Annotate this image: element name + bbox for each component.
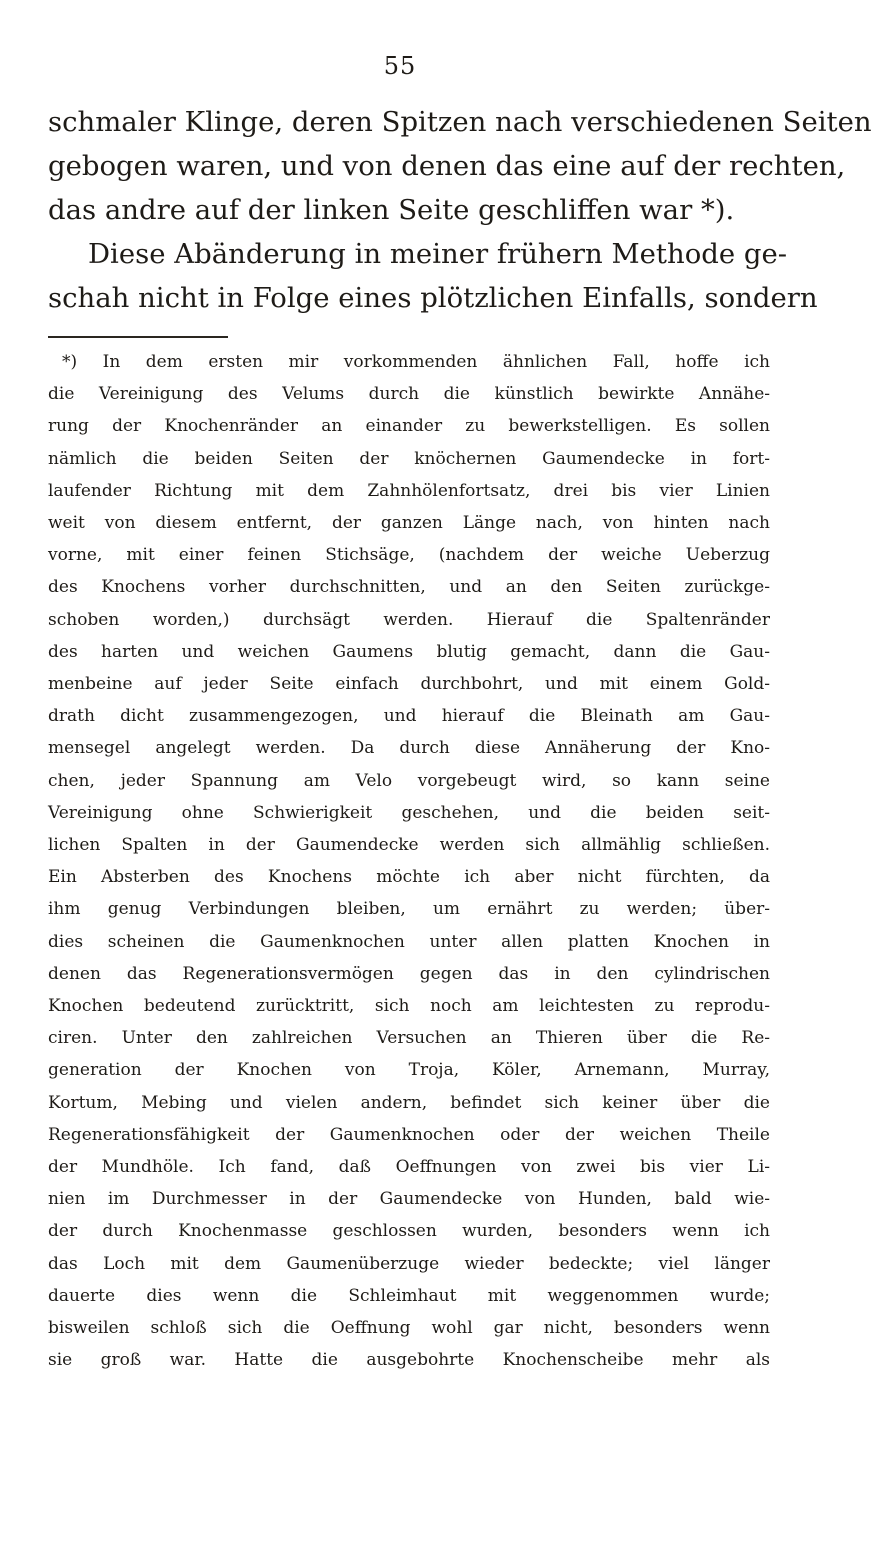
footnote-block xyxy=(48,346,770,1377)
footnote-line: Knochen bedeutend zurücktritt, sich noch am leichtesten zu reprodu- xyxy=(48,996,770,1017)
footnote-line: Vereinigung ohne Schwierigkeit geschehen, und die beiden seit- xyxy=(48,802,770,823)
footnote-line: *) In dem ersten mir vorkommenden ähnlichen Fall, hoffe ich xyxy=(62,352,770,372)
footnote-line: schoben worden,) durchsägt werden. Hierauf die Spaltenränder xyxy=(48,609,770,630)
footnote-line: Regenerationsfähigkeit der Gaumenknochen oder der weichen Theile xyxy=(48,1124,770,1145)
footnote-line: ihm genug Verbindungen bleiben, um ernährt zu werden; über- xyxy=(48,899,770,920)
text-line: Diese Abänderung in meiner frühern Methode ge- xyxy=(88,238,788,270)
footnote-line: vorne, mit einer feinen Stichsäge, (nachdem der weiche Ueberzug xyxy=(48,545,770,566)
footnote-line: dauerte dies wenn die Schleimhaut mit weggenommen wurde; xyxy=(48,1285,770,1306)
footnote-separator-rule xyxy=(48,336,228,338)
footnote-line: des Knochens vorher durchschnitten, und an den Seiten zurückge- xyxy=(48,577,770,598)
footnote-line: menbeine auf jeder Seite einfach durchbohrt, und mit einem Gold- xyxy=(48,674,770,695)
footnote-line: weit von diesem entfernt, der ganzen Länge nach, von hinten nach xyxy=(48,513,770,534)
text-line: das andre auf der linken Seite geschliffen war *). xyxy=(48,194,735,226)
footnote-line: der Mundhöle. Ich fand, daß Oeffnungen von zwei bis vier Li- xyxy=(48,1157,770,1178)
footnote-line: laufender Richtung mit dem Zahnhölenfortsatz, drei bis vier Linien xyxy=(48,480,770,501)
footnote-line: der durch Knochenmasse geschlossen wurden, besonders wenn ich xyxy=(48,1221,770,1242)
footnote-line: des harten und weichen Gaumens blutig gemacht, dann die Gau- xyxy=(48,641,770,662)
text-line: schah nicht in Folge eines plötzlichen Einfalls, sondern xyxy=(48,282,818,314)
footnote-line: chen, jeder Spannung am Velo vorgebeugt wird, so kann seine xyxy=(48,770,770,791)
footnote-line: lichen Spalten in der Gaumendecke werden sich allmählig schließen. xyxy=(48,835,770,856)
text-line: gebogen waren, und von denen das eine auf der rechten, xyxy=(48,150,846,182)
footnote-line: generation der Knochen von Troja, Köler, Arnemann, Murray, xyxy=(48,1060,770,1081)
footnote-line: dies scheinen die Gaumenknochen unter allen platten Knochen in xyxy=(48,931,770,952)
footnote-line: denen das Regenerationsvermögen gegen das in den cylindrischen xyxy=(48,963,770,984)
footnote-line: das Loch mit dem Gaumenüberzuge wieder bedeckte; viel länger xyxy=(48,1253,770,1274)
main-text-block xyxy=(48,100,872,320)
footnote-line: nien im Durchmesser in der Gaumendecke von Hunden, bald wie- xyxy=(48,1189,770,1210)
page-number: 55 xyxy=(383,52,417,80)
footnote-line: rung der Knochenränder an einander zu bewerkstelligen. Es sollen xyxy=(48,416,770,437)
footnote-line: ciren. Unter den zahlreichen Versuchen an Thieren über die Re- xyxy=(48,1028,770,1049)
footnote-line: sie groß war. Hatte die ausgebohrte Knochenscheibe mehr als xyxy=(48,1350,770,1371)
footnote-line: die Vereinigung des Velums durch die künstlich bewirkte Annähe- xyxy=(48,384,770,405)
footnote-line: drath dicht zusammengezogen, und hierauf die Bleinath am Gau- xyxy=(48,706,770,727)
footnote-line: mensegel angelegt werden. Da durch diese Annäherung der Kno- xyxy=(48,738,770,759)
text-line: schmaler Klinge, deren Spitzen nach verschiedenen Seiten xyxy=(48,106,872,138)
footnote-line: Kortum, Mebing und vielen andern, befindet sich keiner über die xyxy=(48,1092,770,1113)
footnote-line: Ein Absterben des Knochens möchte ich aber nicht fürchten, da xyxy=(48,867,770,888)
footnote-line: nämlich die beiden Seiten der knöchernen Gaumendecke in fort- xyxy=(48,448,770,469)
footnote-line: bisweilen schloß sich die Oeffnung wohl gar nicht, besonders wenn xyxy=(48,1318,770,1339)
